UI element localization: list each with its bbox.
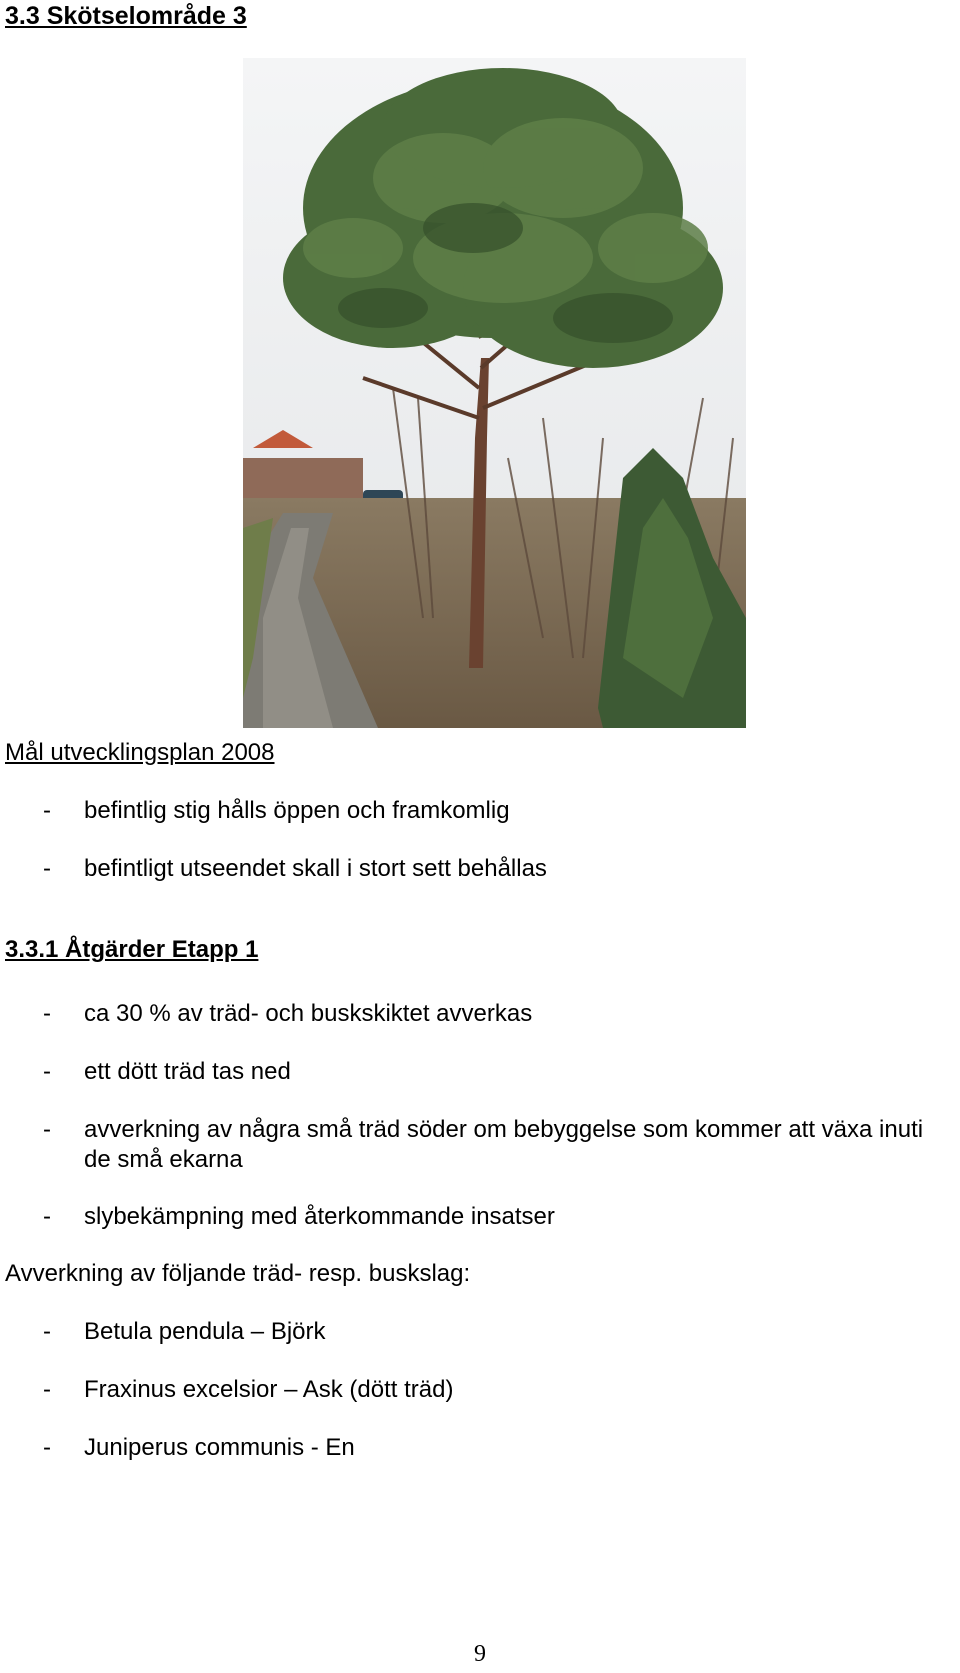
list-item-text: avverkning av några små träd söder om bebyggelse som kommer att växa inuti de små ekarna [84,1116,924,1173]
list-marker: - [43,855,51,882]
page-number: 9 [474,1641,486,1667]
felling-intro: Avverkning av följande träd- resp. buskslag: [5,1260,471,1287]
list-item-text: befintligt utseendet skall i stort sett behållas [84,855,547,882]
list-item-text: slybekämpning med återkommande insatser [84,1203,555,1230]
list-marker: - [43,1116,51,1143]
pine-tree-illustration [243,58,746,728]
list-marker: - [43,797,51,824]
list-marker: - [43,1203,51,1230]
list-marker: - [43,1318,51,1345]
list-item-text: Fraxinus excelsior – Ask (dött träd) [84,1376,454,1403]
pine-tree-photo [243,58,746,728]
list-item-text: Juniperus communis - En [84,1434,355,1461]
list-item-text: Betula pendula – Björk [84,1318,326,1345]
section-title: 3.3 Skötselområde 3 [5,2,247,30]
list-item-text: befintlig stig hålls öppen och framkomlig [84,797,510,824]
list-marker: - [43,1434,51,1461]
goals-heading: Mål utvecklingsplan 2008 [5,739,275,766]
list-item-text: ca 30 % av träd- och buskskiktet avverkas [84,1000,533,1027]
list-marker: - [43,1376,51,1403]
measures-heading: 3.3.1 Åtgärder Etapp 1 [5,936,259,963]
list-item-text: ett dött träd tas ned [84,1058,291,1085]
list-marker: - [43,1000,51,1027]
list-marker: - [43,1058,51,1085]
